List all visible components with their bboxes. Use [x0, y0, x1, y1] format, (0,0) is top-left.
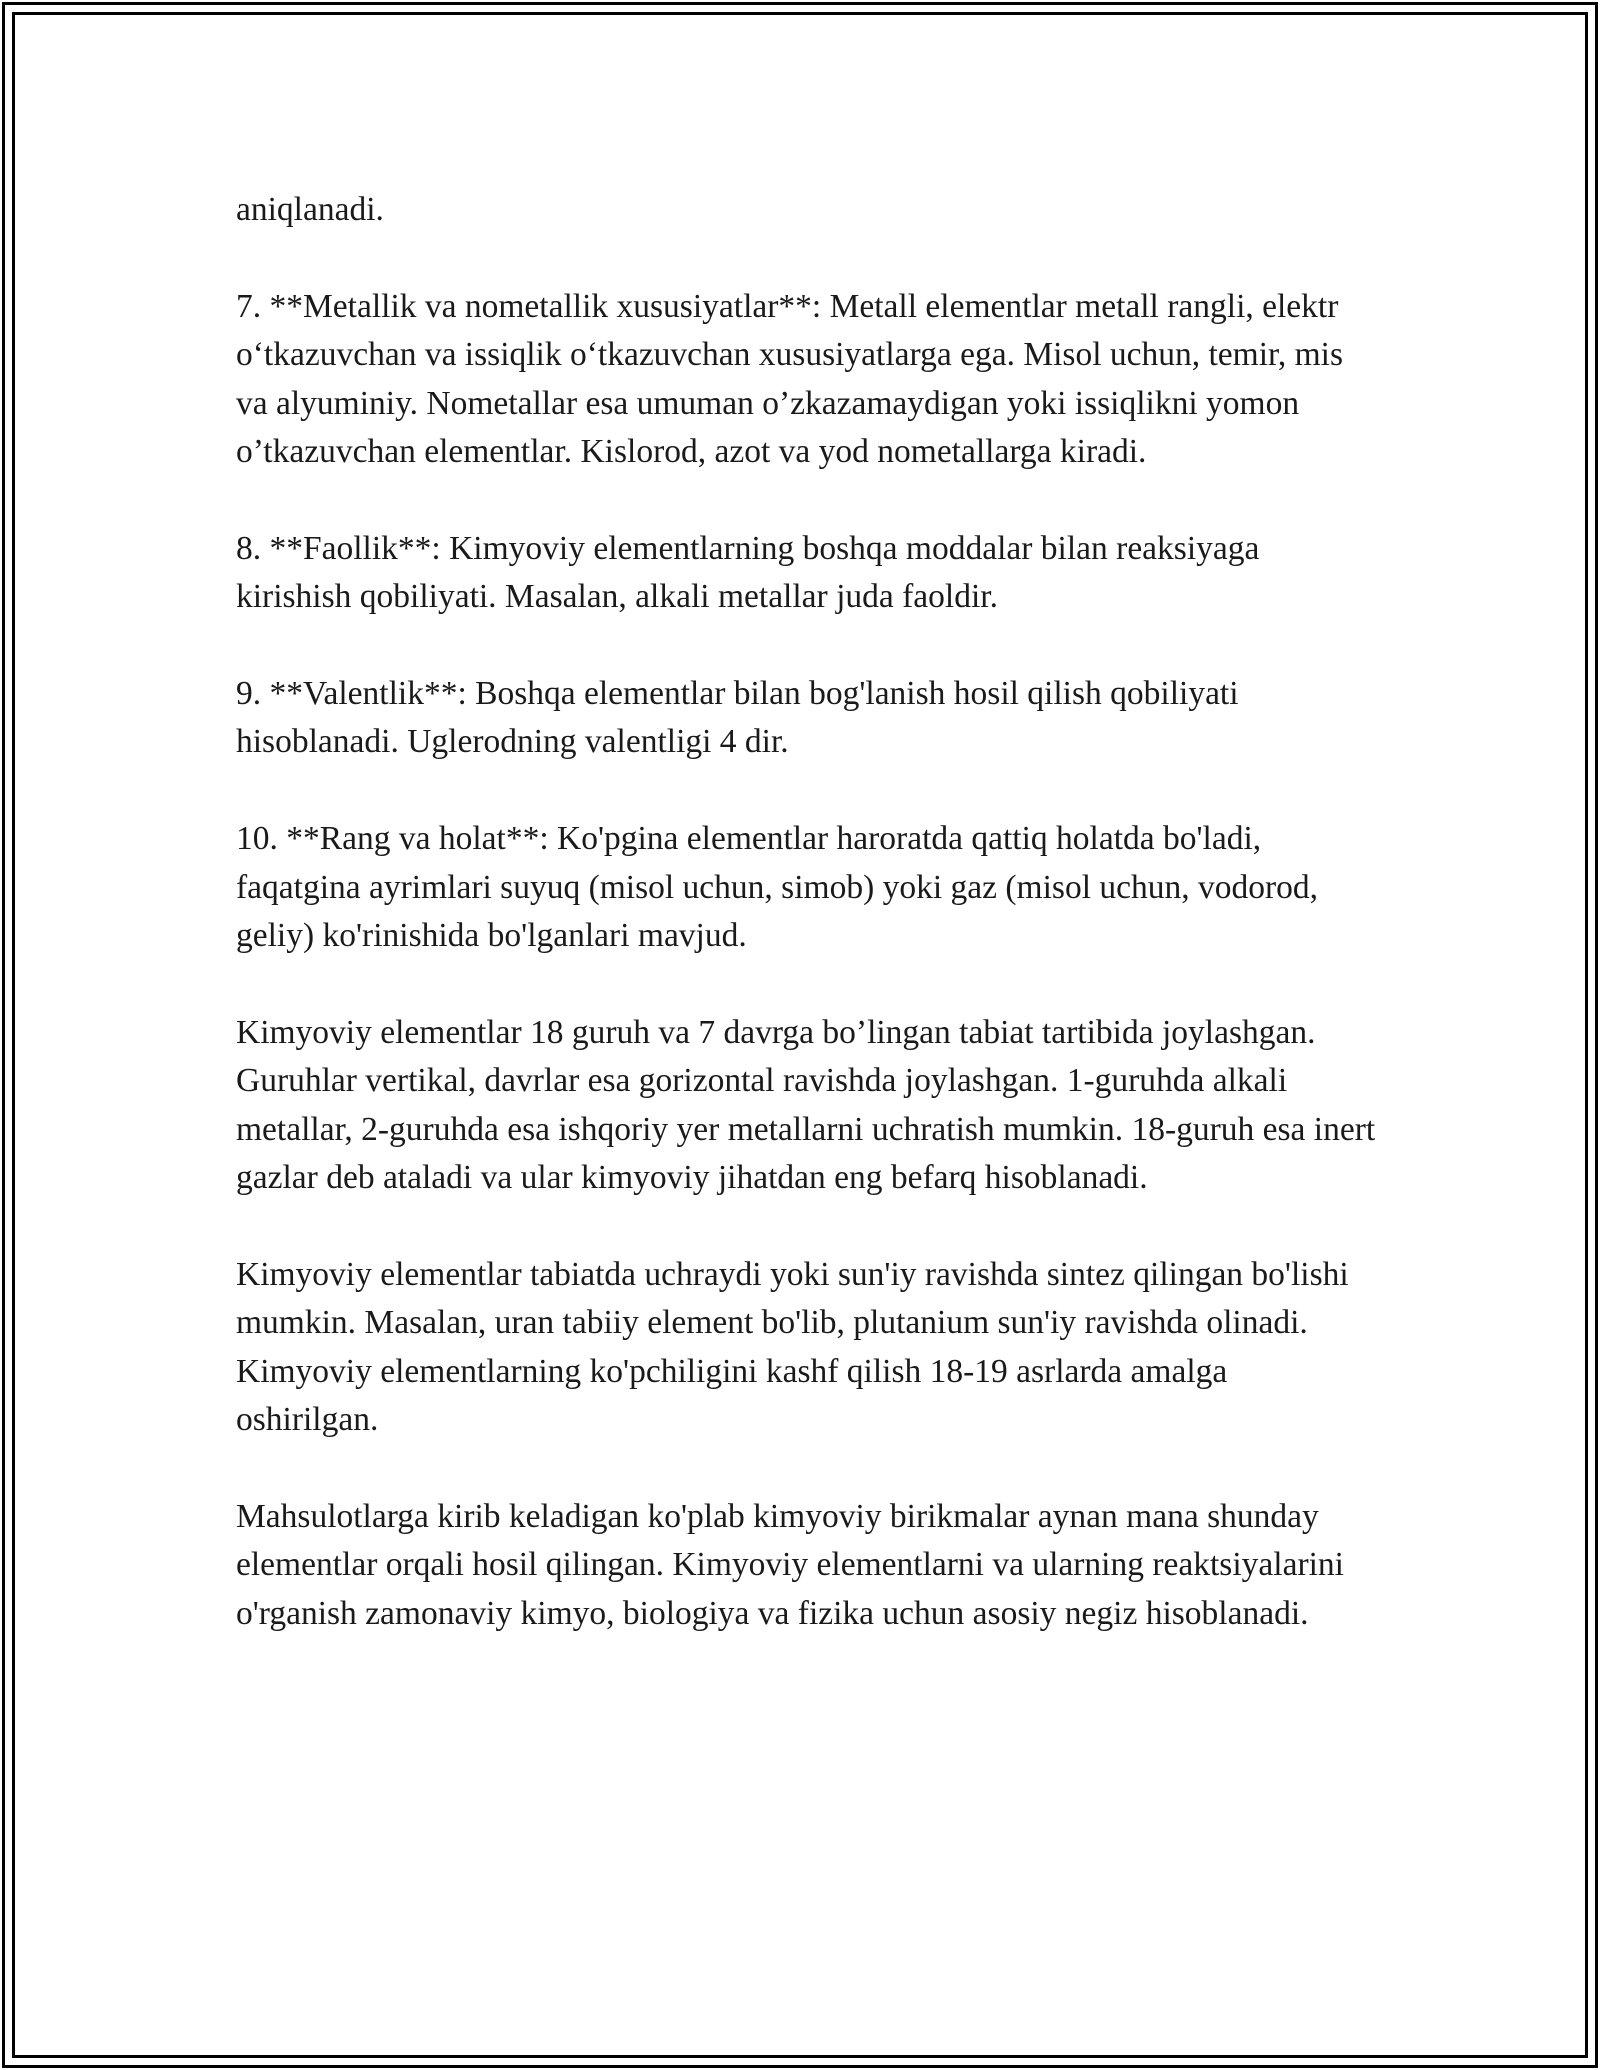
paragraph-metallic-properties: 7. **Metallik va nometallik xususiyatlar**: Metall elementlar metall rangli, elektr o‘tkazuvchan va issiqlik o‘tkazuvchan xususiyatlarga ega. Misol uchun, temir, mis va alyuminiy. Nometallar esa umuman o’zkazamaydigan yoki issiqlikni yomon o’tkazuvchan elementlar. Kislorod, azot va yod nometallarga kiradi. [236, 287, 1344, 471]
paragraph-conclusion: Mahsulotlarga kirib keladigan ko'plab kimyoviy birikmalar aynan mana shunday elementlar orqali hosil qilingan. Kimyoviy elementlarni va ularning reaktsiyalarini o'rganish zamonaviy kimyo, biologiya va fizika uchun asosiy negiz hisoblanadi. [236, 1497, 1344, 1632]
paragraph-continuation: aniqlanadi. [236, 191, 384, 228]
paragraph-valence: 9. **Valentlik**: Boshqa elementlar bilan bog'lanish hosil qilish qobiliyati hisoblanadi. Uglerodning valentligi 4 dir. [236, 675, 1239, 761]
paragraph-groups-periods: Kimyoviy elementlar 18 guruh va 7 davrga bo’lingan tabiat tartibida joylashgan. Guruhlar vertikal, davrlar esa gorizontal ravishda joylashgan. 1-guruhda alkali metallar, 2-guruhda esa ishqoriy yer metallarni uchratish mumkin. 18-guruh esa inert gazlar deb ataladi va ular kimyoviy jihatdan eng befarq hisoblanadi. [236, 1013, 1376, 1197]
paragraph-color-state: 10. **Rang va holat**: Ko'pgina elementlar haroratda qattiq holatda bo'ladi, faqatgina ayrimlari suyuq (misol uchun, simob) yoki gaz (misol uchun, vodorod, geliy) ko'rinishida bo'lganlari mavjud. [236, 820, 1319, 955]
document-body [236, 186, 1376, 1638]
paragraph-natural-synthetic: Kimyoviy elementlar tabiatda uchraydi yoki sun'iy ravishda sintez qilingan bo'lishi mumkin. Masalan, uran tabiiy element bo'lib, plutanium sun'iy ravishda olinadi. Kimyoviy elementlarning ko'pchiligini kashf qilish 18-19 asrlarda amalga oshirilgan. [236, 1255, 1349, 1439]
paragraph-activity: 8. **Faollik**: Kimyoviy elementlarning boshqa moddalar bilan reaksiyaga kirishish qobiliyati. Masalan, alkali metallar juda faoldir. [236, 529, 1260, 616]
